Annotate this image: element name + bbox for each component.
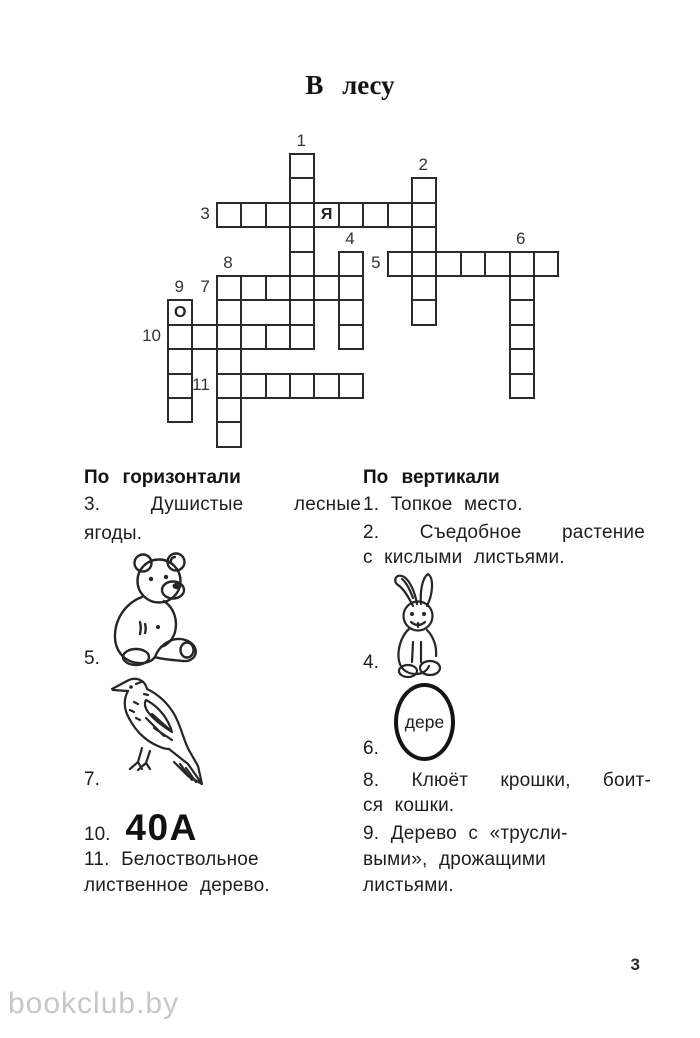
grid-cell [387,251,413,277]
across-header: По горизонтали [84,467,241,488]
grid-cell [240,275,266,301]
page-number: 3 [630,955,640,974]
grid-cell [509,275,535,301]
grid-cell [411,299,437,325]
clue-5-number: 5. [84,648,100,669]
grid-cell [216,275,242,301]
grid-cell [167,397,193,423]
clue-1-line: 1. Топкое место. [363,494,523,515]
grid-cell [460,251,486,277]
grid-cell [289,324,315,350]
clue-10-rebus: 40А [125,807,198,848]
grid-cell [509,348,535,374]
clue-4-number: 4. [363,652,379,673]
grid-cell [289,299,315,325]
grid-cell [411,226,437,252]
word-number-7: 7 [200,277,210,296]
clue-11-line1: 11. Белоствольное [84,849,259,870]
grid-cell [240,373,266,399]
word-number-2: 2 [418,155,428,175]
prefilled-letter-О: О [173,303,187,321]
grid-cell [216,348,242,374]
clue-9-line1: 9. Дерево с «трусли- [363,823,568,844]
clue-3-line1: 3. Душистые лесные [84,494,361,515]
clue-2-line2: с кислыми листьями. [363,547,565,568]
grid-cell [265,373,291,399]
grid-cell [265,324,291,350]
grid-cell [338,324,364,350]
down-header: По вертикали [363,467,500,488]
word-number-8: 8 [223,253,233,272]
grid-cell [509,299,535,325]
grid-cell [509,373,535,399]
prefilled-letter-Я: Я [320,205,333,223]
clue-11-line2: лиственное дерево. [84,875,270,896]
clue-10-number: 10. [84,824,111,845]
grid-cell [191,324,217,350]
grid-cell [167,324,193,350]
grid-cell [216,421,242,447]
grid-cell [411,202,437,228]
clue-6-rebus-text: дере [404,711,445,732]
grid-cell [240,202,266,228]
grid-cell [313,275,339,301]
word-number-6: 6 [516,228,526,248]
clue-9-line3: листьями. [363,875,454,896]
clue-2-line1: 2. Съедобное растение [363,522,645,543]
clue-7-number: 7. [84,769,100,790]
watermark: bookclub.by [8,987,180,1020]
grid-cell [216,397,242,423]
grid-cell [338,373,364,399]
grid-cell [289,275,315,301]
word-number-5: 5 [371,252,381,272]
grid-cell [289,153,315,179]
grid-cell [509,251,535,277]
bird-illustration [100,672,210,790]
grid-cell [167,348,193,374]
grid-cell [265,275,291,301]
grid-cell [216,373,242,399]
grid-cell [509,324,535,350]
word-number-4: 4 [345,228,355,248]
page-title: В лесу [305,70,395,100]
grid-cell [533,251,559,277]
grid-cell [313,373,339,399]
grid-cell [289,226,315,252]
word-number-1: 1 [296,131,306,150]
grid-cell [216,299,242,325]
bear-illustration [102,550,214,668]
grid-cell [289,251,315,277]
clue-6-rebus-oval [394,683,455,761]
clue-6-number: 6. [363,738,379,759]
word-number-11: 11 [192,374,210,394]
grid-cell [216,324,242,350]
clue-10-row [84,809,198,846]
grid-cell [338,202,364,228]
grid-cell [484,251,510,277]
clue-3-line2: ягоды. [84,523,143,544]
grid-cell [435,251,461,277]
grid-cell [338,299,364,325]
word-number-3: 3 [200,203,210,223]
clue-8-line2: ся кошки. [363,795,455,816]
grid-cell [289,202,315,228]
grid-cell [387,202,413,228]
clue-9-line2: выми», дрожащими [363,849,546,870]
word-number-10: 10 [142,325,161,345]
grid-cell [289,177,315,203]
grid-cell [240,324,266,350]
word-number-9: 9 [174,277,184,297]
grid-cell [362,202,388,228]
grid-cell [265,202,291,228]
rabbit-illustration [389,570,451,680]
clue-8-line1: 8. Клюёт крошки, боит- [363,770,651,791]
grid-cell [338,275,364,301]
grid-cell [411,251,437,277]
grid-cell [411,275,437,301]
grid-cell [216,202,242,228]
grid-cell [411,177,437,203]
grid-cell [289,373,315,399]
